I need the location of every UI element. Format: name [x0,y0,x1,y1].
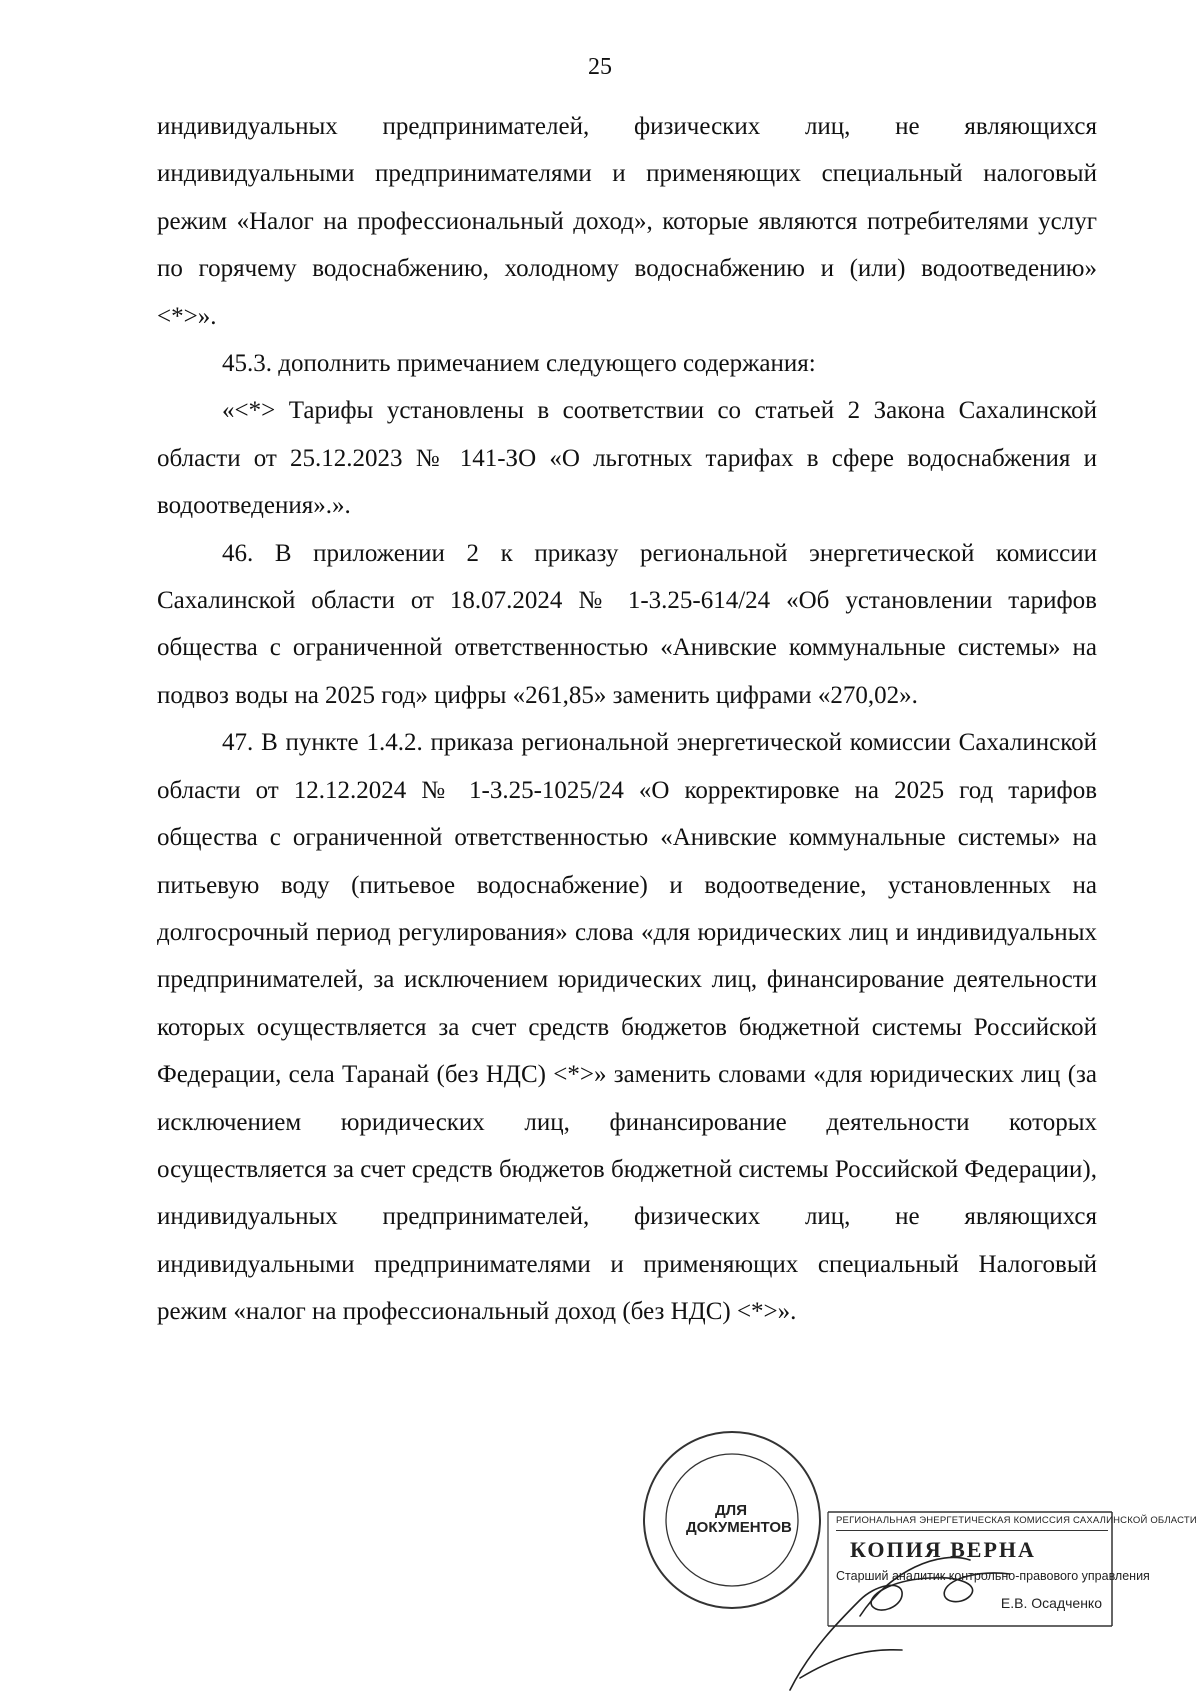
paragraph-footnote-note: «<*> Тарифы установлены в соответствии со статьей 2 Закона Сахалинской области от 25.12.2023 № 141-ЗО «О льготных тарифах в сфере водоснабжения и водоотведения».». [157,397,1097,520]
document-body [157,103,1097,1336]
page-number: 25 [588,54,612,80]
copy-certified-stamp [830,1513,1197,1623]
stamp-position: Старший аналитик контрольно-правового управления [836,1569,1150,1583]
seal-label: ДЛЯ ДОКУМЕНТОВ [686,1502,792,1536]
stamp-signer-name: Е.В. Осадченко [1000,1595,1102,1611]
certification-stamp-area [640,1420,1197,1704]
paragraph-continuation: индивидуальных предпринимателей, физических лиц, не являющихся индивидуальными предпринимателями и применяющих специальный налоговый режим «Налог на профессиональный доход», которые являются потребителями услуг по горячему водоснабжению, холодному водоснабжению и (или) водоотведению» <*>». [157,113,1097,330]
stamp-title: КОПИЯ ВЕРНА [850,1537,1036,1562]
paragraph-46: 46. В приложении 2 к приказу региональной энергетической комиссии Сахалинской области от 18.07.2024 № 1-3.25-614/24 «Об установлении тарифов общества с ограниченной ответственностью «Анивские коммунальные системы» на подвоз воды на 2025 год» цифры «261,85» заменить цифрами «270,02». [157,539,1097,709]
paragraph-45-3: 45.3. дополнить примечанием следующего содержания: [222,350,816,378]
stamp-organization: РЕГИОНАЛЬНАЯ ЭНЕРГЕТИЧЕСКАЯ КОМИССИЯ САХАЛИНСКОЙ ОБЛАСТИ [836,1515,1108,1531]
paragraph-47: 47. В пункте 1.4.2. приказа региональной энергетической комиссии Сахалинской области от 12.12.2024 № 1-3.25-1025/24 «О корректировке на 2025 год тарифов общества с ограниченной ответственностью «Анивские коммунальные системы» на питьевую воду (питьевое водоснабжение) и водоотведение, установленных на долгосрочный период регулирования» слова «для юридических лиц и индивидуальных предпринимателей, за исключением юридических лиц, финансирование деятельности которых осуществляется за счет средств бюджетов бюджетной системы Российской Федерации, села Таранай (без НДС) <*>» заменить словами «для юридических лиц (за исключением юридических лиц, финансирование деятельности которых осуществляется за счет средств бюджетов бюджетной системы Российской Федерации), индивидуальных предпринимателей, физических лиц, не являющихся индивидуальными предпринимателями и применяющих специальный Налоговый режим «налог на профессиональный доход (без НДС) <*>». [157,729,1097,1326]
